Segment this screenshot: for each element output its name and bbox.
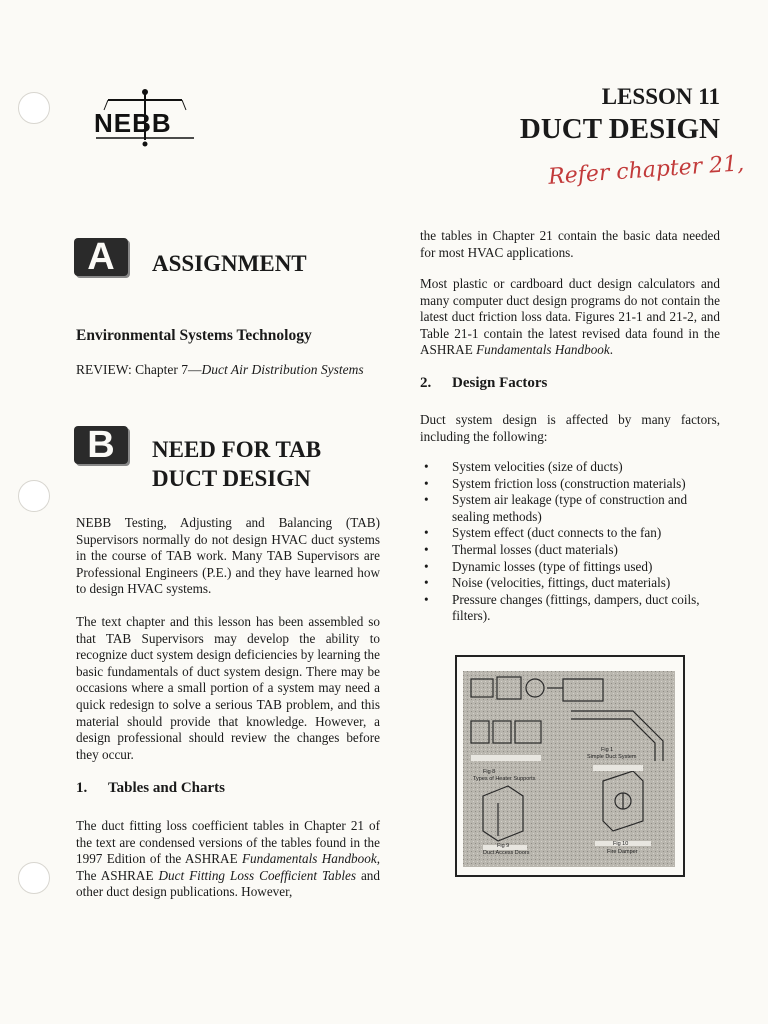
nebb-logo: [90, 88, 200, 148]
list-item: • System velocities (size of ducts): [420, 459, 720, 476]
list-item: • System air leakage (type of construction and sealing methods): [420, 492, 720, 525]
binder-hole-top: [18, 92, 50, 124]
design-factors-title: Design Factors: [452, 375, 548, 391]
list-item: • System effect (duct connects to the fan): [420, 525, 720, 542]
list-item: • Noise (velocities, fittings, duct materials): [420, 575, 720, 592]
tables-charts-number: 1.: [76, 780, 88, 796]
binder-hole-bottom: [18, 862, 50, 894]
handwritten-note: Refer chapter 21,: [547, 151, 745, 190]
figure-label: Fig 1: [601, 747, 614, 753]
binder-hole-middle: [18, 480, 50, 512]
tables-charts-text-d: Duct Fitting Loss Coefficient Tables: [158, 867, 356, 883]
figure-label: Simple Duct System: [587, 754, 637, 760]
logo-text: NEBB: [94, 108, 172, 138]
list-item: • System friction loss (construction materials): [420, 476, 720, 493]
review-line: [76, 362, 364, 378]
lesson-number: LESSON 11: [601, 84, 720, 109]
section-b-paragraph-2: The text chapter and this lesson has been assembled so that TAB Supervisors may develop the ability to recognize duct system design deficiencies by learning the basic fundamentals of duct system design. There may be occasions where a small portion of a system may need a quick redesign to solve a serious TAB problem, and this material should provide that knowledge. However, a design professional should review the changes before they occur.: [76, 614, 380, 762]
tables-charts-title: Tables and Charts: [108, 780, 225, 796]
figure-image: [463, 671, 675, 867]
section-a-letter: A: [74, 238, 128, 276]
figure-label: Fig 10: [613, 841, 629, 847]
design-factors-intro: Duct system design is affected by many factors, including the following:: [420, 412, 720, 444]
list-item: • Thermal losses (duct materials): [420, 542, 720, 559]
design-factors-heading: [420, 375, 547, 392]
section-a-heading: ASSIGNMENT: [152, 251, 307, 276]
tables-charts-text-e: and other duct design publications. However,: [76, 867, 380, 900]
tables-charts-paragraph-2: [420, 276, 720, 359]
tables-charts-text-c: , The ASHRAE: [76, 851, 380, 883]
lesson-title: DUCT DESIGN: [519, 113, 720, 145]
section-b-heading-line2: DUCT DESIGN: [152, 466, 311, 491]
figure-label: Duct Access Doors: [483, 850, 530, 856]
tables-charts-paragraph: [76, 818, 380, 901]
list-item: • Pressure changes (fittings, dampers, duct coils, filters).: [420, 592, 720, 625]
figure-label: Fire Damper: [607, 849, 638, 855]
tables-charts-text-a: The duct fitting loss coefficient tables in Chapter 21 of the text are condensed versions of the tables found in the 1997 Edition of the ASHRAE: [76, 818, 380, 867]
review-title: Duct Air Distribution Systems: [201, 362, 364, 377]
tables-charts-heading: [76, 780, 225, 797]
list-item: • Dynamic losses (type of fittings used): [420, 559, 720, 576]
figure-label: Types of Heater Supports: [473, 776, 536, 782]
tables-charts-continued: the tables in Chapter 21 contain the basic data needed for most HVAC applications.: [420, 228, 720, 260]
section-a-subheading: Environmental Systems Technology: [76, 327, 312, 344]
figure-label: Fig 9: [497, 843, 510, 849]
tables-charts-p2-b: Fundamentals Handbook: [476, 342, 610, 358]
section-b-paragraph-1: NEBB Testing, Adjusting and Balancing (TAB) Supervisors normally do not design HVAC duct systems in the course of TAB work. Many TAB Supervisors are Professional Engineers (P.E.) and they have learned how to design HVAC systems.: [76, 515, 380, 597]
design-factors-number: 2.: [420, 375, 432, 391]
section-b-heading-line1: NEED FOR TAB: [152, 437, 322, 462]
tables-charts-p2-a: Most plastic or cardboard duct design calculators and many computer duct design programs do not contain the latest duct friction loss data. Figures 21-1 and 21-2, and Table 21-1 contain the latest revised data found in the ASHRAE: [420, 276, 720, 358]
duct-illustration-figure: [455, 655, 685, 877]
design-factors-list: [420, 459, 720, 625]
tables-charts-text-b: Fundamentals Handbook: [241, 851, 377, 867]
section-b-letter: B: [74, 426, 128, 464]
tables-charts-p2-c: .: [609, 342, 614, 358]
review-prefix: REVIEW: Chapter 7—: [76, 362, 202, 377]
figure-label: Fig 8: [483, 769, 496, 775]
